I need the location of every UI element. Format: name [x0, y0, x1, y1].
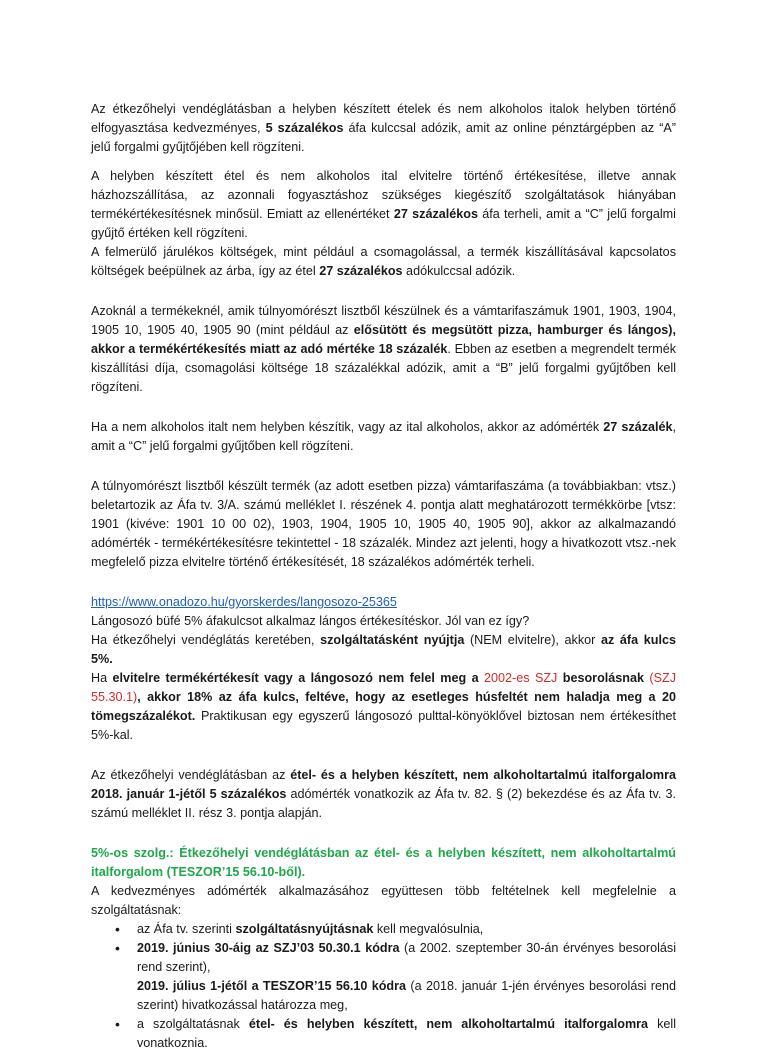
bullet-icon: • — [115, 940, 120, 956]
conditions-list — [91, 920, 676, 977]
list-item: • az Áfa tv. szerinti szolgáltatásnyújtásnak kell megvalósulnia, — [115, 921, 484, 937]
answer-takeaway-18: Ha elvitelre termékértékesít vagy a lángosozó nem felel meg a 2002-es SZJ besorolásnak (SZJ 55.30.1), akkor 18% az áfa kulcs, feltéve, hogy az esetleges húsfeltét nem haladja meg a 20 tömegszázalékot. Praktikusan egy egyszerű lángosozó pulttal-könyöklővel biztosan nem értékesíthet 5%-kal. — [91, 671, 676, 742]
list-item: • 2019. június 30-áig az SZJ’03 50.30.1 kódra (a 2002. szeptember 30-án érvényes besorolási rend szerint), — [115, 940, 676, 974]
conditions-intro: A kedvezményes adómérték alkalmazásához együttesen több feltételnek kell megfelelnie a szolgáltatásnak: — [91, 884, 676, 917]
langosozo-link[interactable]: https://www.onadozo.hu/gyorskerdes/langosozo-25365 — [91, 595, 397, 609]
green-heading: 5%-os szolg.: Étkezőhelyi vendéglátásban az étel- és a helyben készített, nem alkoholtartalmú italforgalom (TESZOR’15 56.10-ből). — [91, 846, 676, 879]
paragraph-vtsz: A túlnyomórészt lisztből készült termék (az adott esetben pizza) vámtarifaszáma (a továbbiakban: vtsz.) beletartozik az Áfa tv. 3/A. számú melléklet I. részének 4. pontja alatt meghatározott termékkörbe [vtsz: 1901 (kivéve: 1901 10 00 02), 1903, 1904, 1905 10, 1905 40, 1905 90], akkor az alkalmazandó adómérték - termékértékesítésre tekintettel - 18 százalék. Mindez azt jelenti, hogy a hivatkozott vtsz.-nek megfelelő pizza elvitelre történő értékesítését, 18 százalékos adómérték terheli. — [91, 479, 676, 569]
bullet-icon: • — [115, 1016, 120, 1032]
paragraph-extra-costs: A felmerülő járulékos költségek, mint például a csomagolással, a termék kiszállításával kapcsolatos költségek beépülnek az árba, így az étel 27 százalékos adókulccsal adózik. — [91, 245, 676, 278]
source-link[interactable] — [91, 593, 676, 612]
paragraph-flour-products-18: Azoknál a termékeknél, amik túlnyomórészt lisztből készülnek és a vámtarifaszámuk 1901, 1903, 1904, 1905 10, 1905 40, 1905 90 (mint például az elősütött és megsütött pizza, hamburger és lángos), akkor a termékértékesítés miatt az adó mértéke 18 százalék. Ebben az esetben a megrendelt termék kiszállítási díja, csomagolási költsége 18 százalékkal adózik, amit a “B” jelű forgalmi gyűjtőben kell rögzíteni. — [91, 304, 676, 394]
list-item-continuation: 2019. július 1-jétől a TESZOR’15 56.10 kódra (a 2018. január 1-jén érvényes besorolási rend szerint) hivatkozással határozza meg, — [137, 979, 676, 1012]
paragraph-2018-rule: Az étkezőhelyi vendéglátásban az étel- és a helyben készített, nem alkoholtartalmú italforgalomra 2018. január 1-jétől 5 százalékos adómérték vonatkozik az Áfa tv. 82. § (2) bekezdése és az Áfa tv. 3. számú melléklet II. rész 3. pontja alapján. — [91, 768, 676, 820]
answer-service-5: Ha étkezőhelyi vendéglátás keretében, szolgáltatásként nyújtja (NEM elvitelre), akkor az áfa kulcs 5%. — [91, 633, 676, 666]
bullet-icon: • — [115, 921, 120, 937]
paragraph-alcoholic-27: Ha a nem alkoholos italt nem helyben készítik, vagy az ital alkoholos, akkor az adómérték 27 százalék, amit a “C” jelű forgalmi gyűjtőben kell rögzíteni. — [91, 420, 676, 453]
document-body — [91, 100, 676, 1053]
conditions-list-continued — [91, 1015, 676, 1053]
list-item: • a szolgáltatásnak étel- és helyben készített, nem alkoholtartalmú italforgalomra kell vonatkoznia. — [115, 1016, 676, 1050]
paragraph-5-percent-intro: Az étkezőhelyi vendéglátásban a helyben készített ételek és nem alkoholos italok helyben történő elfogyasztása kedvezményes, 5 százalékos áfa kulccsal adózik, amit az online pénztárgépben az “A” jelű forgalmi gyűjtőjében kell rögzíteni. — [91, 102, 676, 154]
question-langosozo: Lángosozó büfé 5% áfakulcsot alkalmaz lángos értékesítéskor. Jól van ez így? — [91, 614, 530, 628]
paragraph-takeaway-27: A helyben készített étel és nem alkoholos ital elvitelre történő értékesítése, illetve annak házhozszállítása, az azonnali fogyasztáshoz szükséges kiegészítő szolgáltatások hiányában termékértékesítésnek minősül. Emiatt az ellenértéket 27 százalékos áfa terheli, amit a “C” jelű forgalmi gyűjtő értéken kell rögzíteni. — [91, 169, 676, 240]
